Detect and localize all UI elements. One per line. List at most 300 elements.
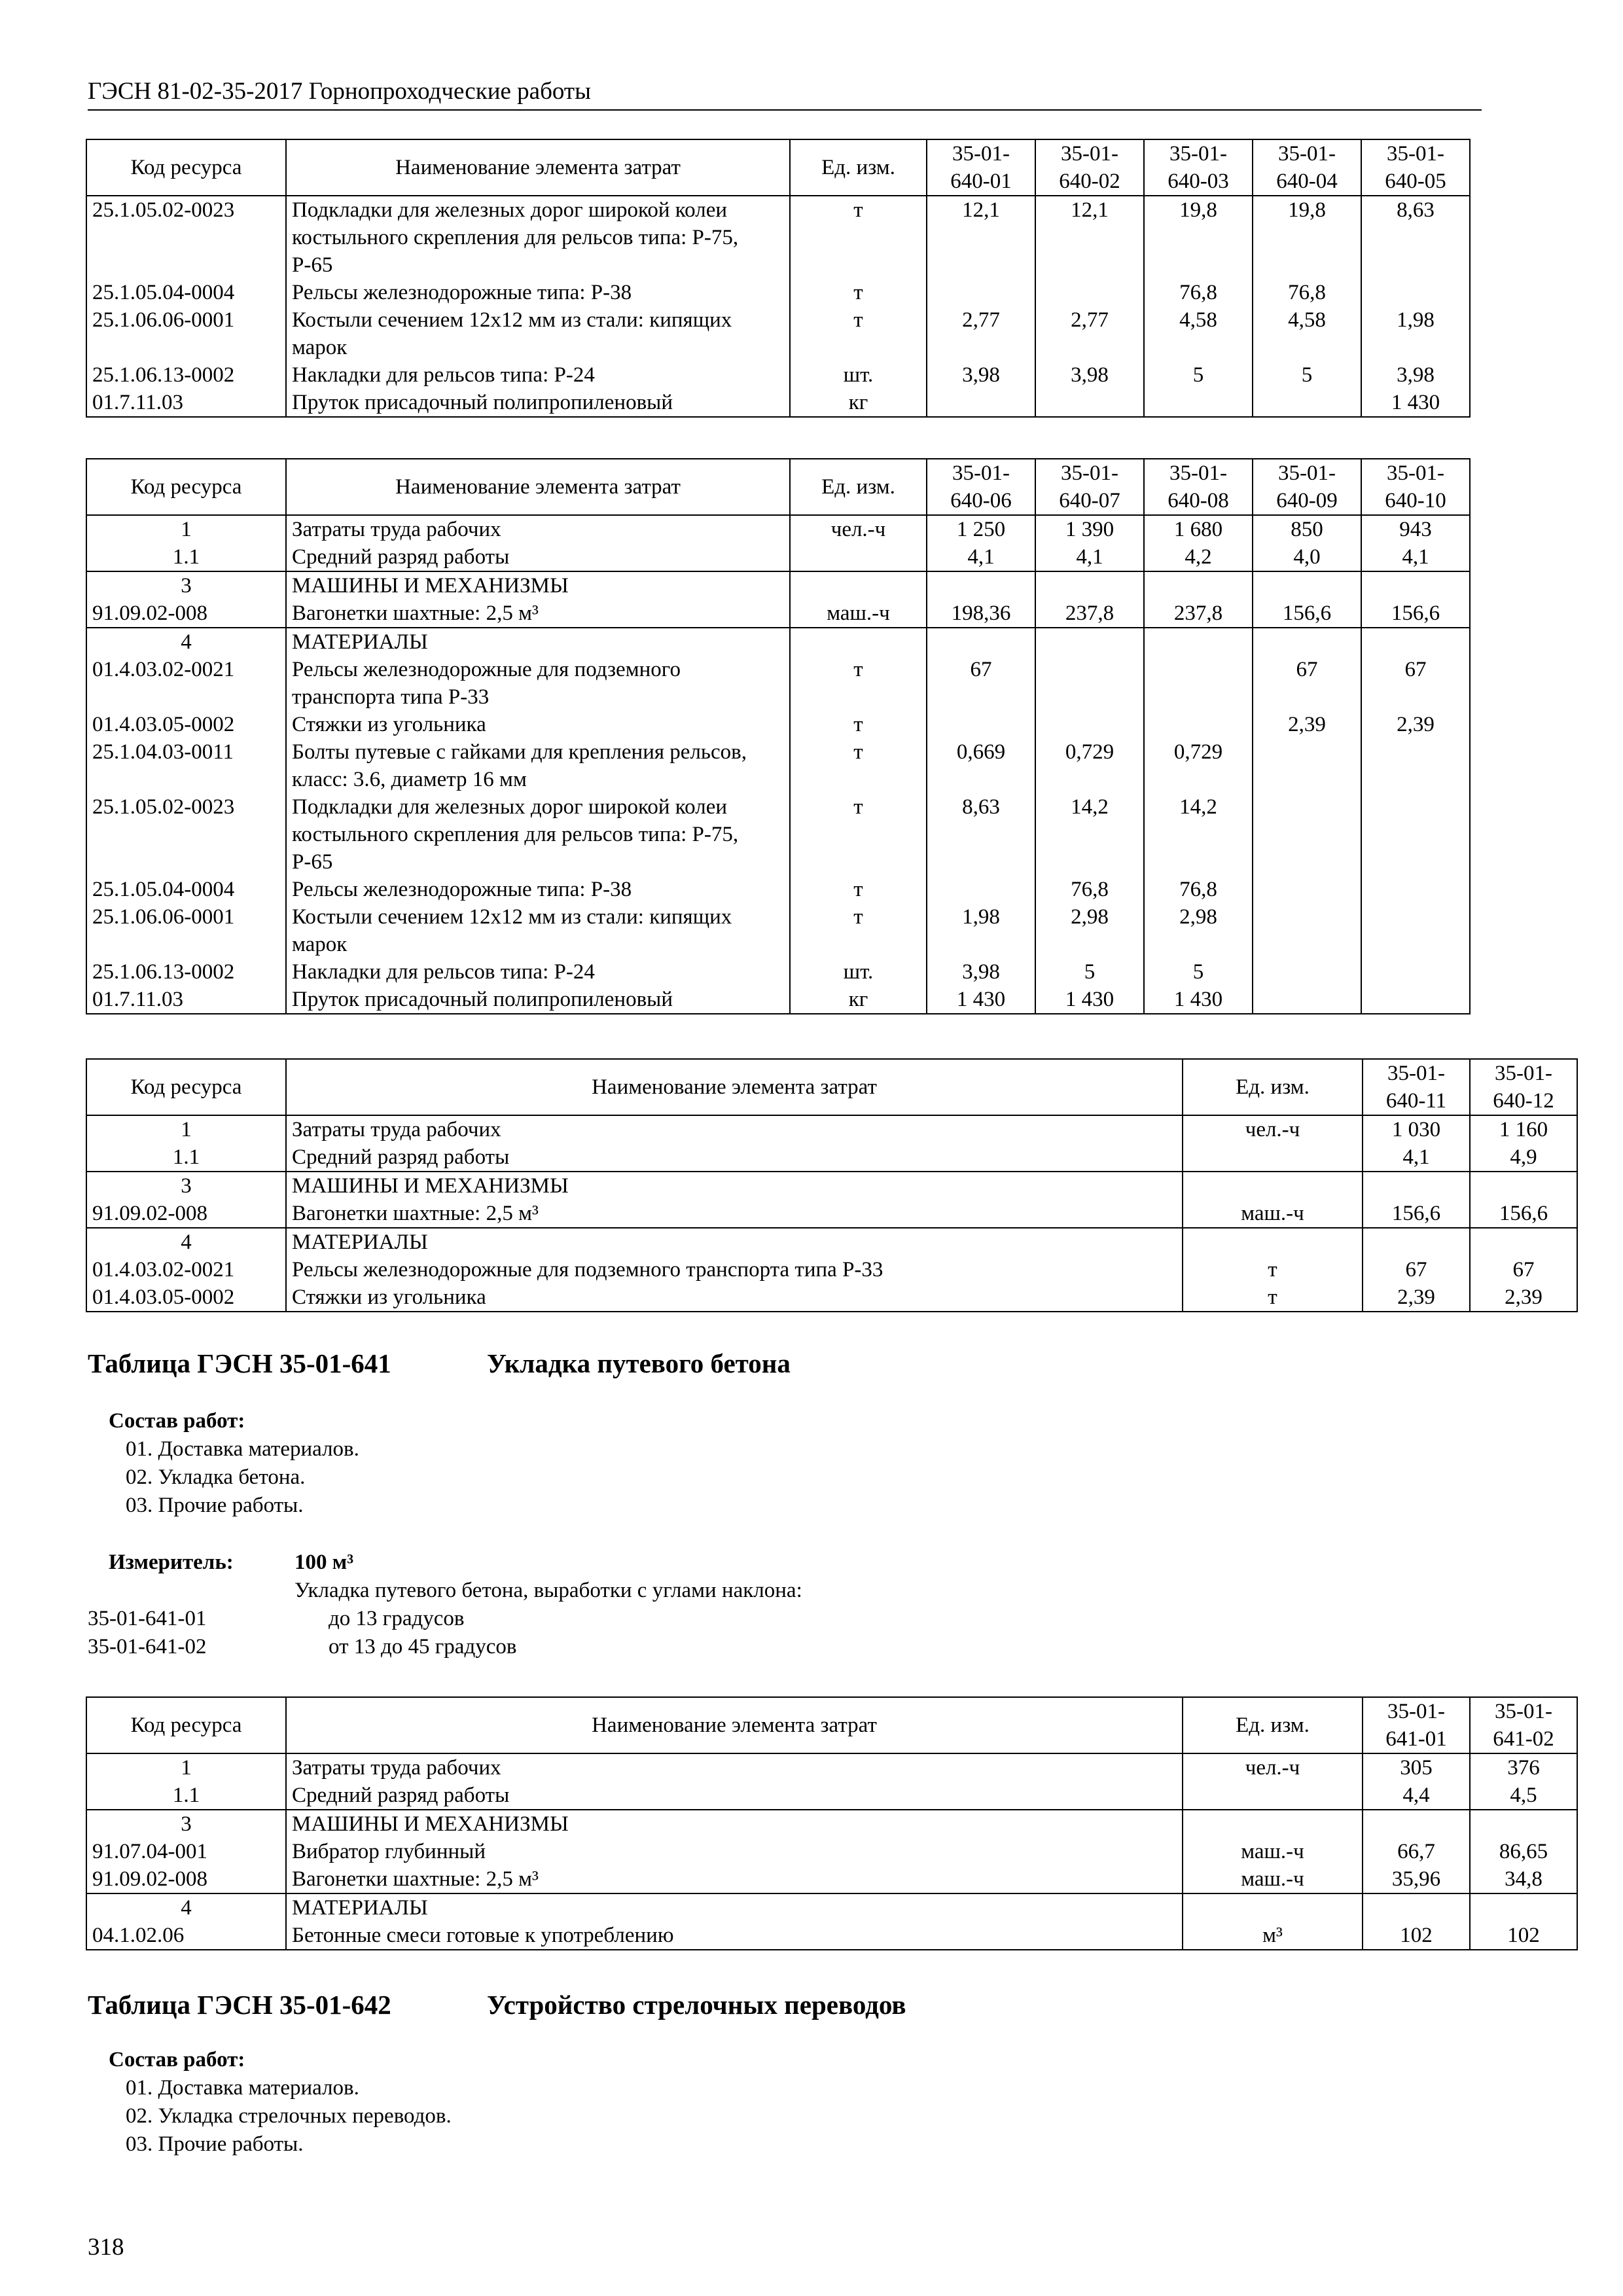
norm-value [1361,876,1470,903]
unit-of-measure: т [790,196,927,279]
table-row [86,600,1470,628]
cost-element-name: Костыли сечением 12х12 мм из стали: кипящих марок [286,903,790,958]
resource-code: 01.4.03.02-0021 [86,656,286,711]
column-header: 35-01- 640-12 [1470,1059,1577,1115]
table-header-row [86,139,1470,196]
column-header: Код ресурса [86,1697,286,1753]
resource-code: 3 [86,1172,286,1200]
norm-value [927,571,1035,600]
cost-element-name: МАТЕРИАЛЫ [286,628,790,656]
norm-value [1144,656,1253,711]
column-header: Код ресурса [86,1059,286,1115]
resource-code: 25.1.05.04-0004 [86,876,286,903]
unit-of-measure: чел.-ч [1183,1115,1363,1143]
norm-value: 3,98 [927,361,1035,389]
table-row [86,1228,1577,1256]
composition-item: 03. Прочие работы. [126,1494,304,1517]
table-header-row [86,1059,1577,1115]
cost-element-name: Средний разряд работы [286,1143,1183,1172]
norm-value: 198,36 [927,600,1035,628]
table-row [86,793,1470,876]
table-row [86,876,1470,903]
norm-value: 5 [1253,361,1361,389]
variant-code: 35-01-641-02 [88,1635,207,1659]
column-header: 35-01- 640-08 [1144,459,1253,515]
resource-code: 01.7.11.03 [86,986,286,1014]
norm-value [1144,571,1253,600]
resource-code: 91.07.04-001 [86,1838,286,1865]
column-header: 35-01- 640-02 [1035,139,1144,196]
column-header: Наименование элемента затрат [286,139,790,196]
norm-value: 102 [1363,1922,1470,1950]
unit-of-measure: т [790,876,927,903]
norm-value: 1,98 [927,903,1035,958]
column-header: 35-01- 640-01 [927,139,1035,196]
table-row [86,711,1470,738]
meter-label: Измеритель: [109,1551,234,1574]
norm-value [1253,903,1361,958]
column-header: 35-01- 640-09 [1253,459,1361,515]
norm-value: 1 250 [927,515,1035,543]
variant-text: от 13 до 45 градусов [329,1635,517,1659]
cost-element-name: Вагонетки шахтные: 2,5 м³ [286,1865,1183,1893]
norm-value: 76,8 [1253,279,1361,306]
composition-item: 01. Доставка материалов. [126,2076,359,2100]
norm-value: 4,2 [1144,543,1253,571]
unit-of-measure [790,628,927,656]
resource-code: 1 [86,515,286,543]
column-header: Наименование элемента затрат [286,459,790,515]
section-title-641 [88,1347,791,1380]
norm-value: 237,8 [1144,600,1253,628]
norm-value [1253,958,1361,986]
norm-value [927,711,1035,738]
cost-element-name: Пруток присадочный полипропиленовый [286,986,790,1014]
table-row [86,1810,1577,1838]
norm-value: 19,8 [1253,196,1361,279]
cost-element-name: Рельсы железнодорожные типа: Р-38 [286,876,790,903]
norm-value [1470,1172,1577,1200]
column-header: Наименование элемента затрат [286,1059,1183,1115]
norm-value: 3,98 [927,958,1035,986]
table-row [86,1256,1577,1283]
norm-value: 34,8 [1470,1865,1577,1893]
cost-element-name: Рельсы железнодорожные типа: Р-38 [286,279,790,306]
meter-description: Укладка путевого бетона, выработки с углами наклона: [294,1579,802,1602]
unit-of-measure [1183,1228,1363,1256]
resource-code: 3 [86,571,286,600]
norm-value: 66,7 [1363,1838,1470,1865]
composition-label: Состав работ: [109,1409,245,1433]
unit-of-measure: т [790,793,927,876]
norm-value [1363,1172,1470,1200]
section-title-code: Таблица ГЭСН 35-01-641 [88,1348,391,1378]
norm-value: 2,77 [927,306,1035,361]
norm-value: 0,669 [927,738,1035,793]
norm-value [1253,793,1361,876]
table-row [86,1865,1577,1893]
norm-value: 102 [1470,1922,1577,1950]
column-header: Наименование элемента затрат [286,1697,1183,1753]
column-header: 35-01- 640-04 [1253,139,1361,196]
composition-item: 01. Доставка материалов. [126,1437,359,1461]
table-row [86,279,1470,306]
norm-value [1253,986,1361,1014]
column-header: Код ресурса [86,139,286,196]
norm-value: 4,1 [1035,543,1144,571]
resource-code: 01.4.03.02-0021 [86,1256,286,1283]
norm-value: 8,63 [927,793,1035,876]
resource-code: 4 [86,1228,286,1256]
page-number: 318 [88,2234,124,2261]
table-header-row [86,459,1470,515]
table-header-row [86,1697,1577,1753]
resource-code: 91.09.02-008 [86,600,286,628]
norm-value [1361,793,1470,876]
unit-of-measure: т [790,656,927,711]
unit-of-measure: маш.-ч [1183,1865,1363,1893]
norm-value [1470,1893,1577,1922]
resource-code: 91.09.02-008 [86,1200,286,1228]
norm-value: 4,5 [1470,1782,1577,1810]
norm-value: 5 [1144,361,1253,389]
composition-item: 02. Укладка стрелочных переводов. [126,2104,452,2128]
unit-of-measure: шт. [790,958,927,986]
section-title-code: Таблица ГЭСН 35-01-642 [88,1990,391,2020]
norm-value: 12,1 [1035,196,1144,279]
norm-value [1035,571,1144,600]
table-row [86,1893,1577,1922]
cost-element-name: МАШИНЫ И МЕХАНИЗМЫ [286,1810,1183,1838]
cost-element-name: Стяжки из угольника [286,711,790,738]
cost-element-name: МАТЕРИАЛЫ [286,1228,1183,1256]
variant-text: до 13 градусов [329,1607,465,1630]
norm-value [1035,628,1144,656]
norm-value: 850 [1253,515,1361,543]
cost-element-name: Затраты труда рабочих [286,1115,1183,1143]
norm-value [1144,628,1253,656]
norm-value: 67 [1363,1256,1470,1283]
column-header: 35-01- 640-07 [1035,459,1144,515]
norm-value: 1 430 [927,986,1035,1014]
table-row [86,515,1470,543]
column-header: Ед. изм. [1183,1697,1363,1753]
cost-element-name: Стяжки из угольника [286,1283,1183,1312]
norm-value [1363,1810,1470,1838]
unit-of-measure: кг [790,389,927,417]
cost-element-name: Вагонетки шахтные: 2,5 м³ [286,1200,1183,1228]
table-row [86,1172,1577,1200]
norm-value: 76,8 [1144,876,1253,903]
resource-code: 25.1.05.04-0004 [86,279,286,306]
resource-code: 01.4.03.05-0002 [86,1283,286,1312]
table-row [86,1115,1577,1143]
norm-value [1035,389,1144,417]
resource-code: 4 [86,1893,286,1922]
resource-code: 1.1 [86,543,286,571]
table-row [86,1782,1577,1810]
resource-table-640-01-05 [86,139,1471,418]
cost-element-name: Накладки для рельсов типа: Р-24 [286,958,790,986]
unit-of-measure: т [790,306,927,361]
resource-code: 25.1.06.13-0002 [86,361,286,389]
cost-element-name: Рельсы железнодорожные для подземного транспорта типа Р-33 [286,1256,1183,1283]
section-title-642 [88,1988,906,2021]
resource-code: 1 [86,1753,286,1782]
norm-value: 943 [1361,515,1470,543]
norm-value: 5 [1035,958,1144,986]
norm-value: 4,58 [1144,306,1253,361]
unit-of-measure [1183,1810,1363,1838]
table-row [86,196,1470,279]
resource-code: 25.1.05.02-0023 [86,196,286,279]
composition-item: 02. Укладка бетона. [126,1465,306,1489]
norm-value: 4,1 [927,543,1035,571]
norm-value [1144,711,1253,738]
norm-value: 2,77 [1035,306,1144,361]
cost-element-name: Подкладки для железных дорог широкой колеи костыльного скрепления для рельсов типа: Р-75, Р-65 [286,793,790,876]
norm-value: 237,8 [1035,600,1144,628]
norm-value: 2,98 [1144,903,1253,958]
column-header: 35-01- 640-11 [1363,1059,1470,1115]
norm-value: 156,6 [1361,600,1470,628]
norm-value: 4,0 [1253,543,1361,571]
norm-value: 67 [1361,656,1470,711]
norm-value [1470,1228,1577,1256]
table-row [86,738,1470,793]
column-header: 35-01- 640-10 [1361,459,1470,515]
norm-value: 76,8 [1144,279,1253,306]
norm-value [1253,876,1361,903]
table-row [86,1922,1577,1950]
unit-of-measure [790,571,927,600]
table-row [86,656,1470,711]
norm-value [1144,389,1253,417]
norm-value [1470,1810,1577,1838]
norm-value: 67 [1253,656,1361,711]
norm-value [927,279,1035,306]
resource-code: 25.1.06.06-0001 [86,306,286,361]
norm-value: 376 [1470,1753,1577,1782]
resource-code: 25.1.06.06-0001 [86,903,286,958]
cost-element-name: Болты путевые с гайками для крепления рельсов, класс: 3.6, диаметр 16 мм [286,738,790,793]
norm-value: 14,2 [1144,793,1253,876]
unit-of-measure: т [790,903,927,958]
resource-code: 91.09.02-008 [86,1865,286,1893]
resource-table-640-06-10 [86,458,1471,1014]
table-row [86,389,1470,417]
cost-element-name: Вибратор глубинный [286,1838,1183,1865]
unit-of-measure [790,543,927,571]
norm-value: 4,1 [1363,1143,1470,1172]
norm-value: 4,58 [1253,306,1361,361]
norm-value [927,628,1035,656]
resource-code: 25.1.05.02-0023 [86,793,286,876]
norm-value [1361,903,1470,958]
norm-value [1361,628,1470,656]
composition-label: Состав работ: [109,2048,245,2072]
norm-value: 2,39 [1470,1283,1577,1312]
norm-value [927,389,1035,417]
norm-value: 5 [1144,958,1253,986]
unit-of-measure [1183,1143,1363,1172]
table-row [86,903,1470,958]
table-row [86,1200,1577,1228]
work-composition-642 [109,2046,894,2159]
norm-value: 4,4 [1363,1782,1470,1810]
norm-value [1253,738,1361,793]
unit-of-measure: шт. [790,361,927,389]
running-header: ГЭСН 81-02-35-2017 Горнопроходческие работы [88,77,1482,111]
norm-value: 3,98 [1035,361,1144,389]
norm-value: 2,39 [1361,711,1470,738]
norm-value: 19,8 [1144,196,1253,279]
work-composition-641 [109,1407,894,1520]
cost-element-name: Затраты труда рабочих [286,515,790,543]
norm-value: 2,39 [1363,1283,1470,1312]
table-row [86,1143,1577,1172]
norm-value [1253,571,1361,600]
resource-code: 1 [86,1115,286,1143]
table-row [86,958,1470,986]
norm-value [1363,1893,1470,1922]
table-row [86,571,1470,600]
norm-value [1253,628,1361,656]
norm-value [927,876,1035,903]
unit-of-measure: маш.-ч [790,600,927,628]
unit-of-measure: т [790,711,927,738]
cost-element-name: Средний разряд работы [286,1782,1183,1810]
cost-element-name: Подкладки для железных дорог широкой колеи костыльного скрепления для рельсов типа: Р-75, Р-65 [286,196,790,279]
norm-value: 12,1 [927,196,1035,279]
unit-of-measure: т [1183,1283,1363,1312]
norm-value: 1 680 [1144,515,1253,543]
cost-element-name: Бетонные смеси готовые к употреблению [286,1922,1183,1950]
unit-of-measure: чел.-ч [1183,1753,1363,1782]
cost-element-name: Рельсы железнодорожные для подземного транспорта типа Р-33 [286,656,790,711]
column-header: 35-01- 640-03 [1144,139,1253,196]
cost-element-name: МАШИНЫ И МЕХАНИЗМЫ [286,571,790,600]
norm-value [1035,711,1144,738]
unit-of-measure: чел.-ч [790,515,927,543]
resource-code: 04.1.02.06 [86,1922,286,1950]
norm-value [1363,1228,1470,1256]
cost-element-name: МАШИНЫ И МЕХАНИЗМЫ [286,1172,1183,1200]
norm-value: 35,96 [1363,1865,1470,1893]
norm-value: 1 160 [1470,1115,1577,1143]
norm-value: 305 [1363,1753,1470,1782]
norm-value: 2,39 [1253,711,1361,738]
column-header: 35-01- 641-01 [1363,1697,1470,1753]
resource-code: 3 [86,1810,286,1838]
resource-code: 01.4.03.05-0002 [86,711,286,738]
norm-value [1361,986,1470,1014]
resource-code: 25.1.04.03-0011 [86,738,286,793]
norm-value: 0,729 [1035,738,1144,793]
column-header: Ед. изм. [1183,1059,1363,1115]
table-row [86,361,1470,389]
norm-value: 4,1 [1361,543,1470,571]
table-row [86,306,1470,361]
norm-value: 156,6 [1470,1200,1577,1228]
cost-element-name: Вагонетки шахтные: 2,5 м³ [286,600,790,628]
norm-value: 156,6 [1253,600,1361,628]
table-row [86,1283,1577,1312]
meter-value: 100 м³ [294,1551,354,1574]
norm-value: 14,2 [1035,793,1144,876]
norm-value: 1 430 [1361,389,1470,417]
column-header: 35-01- 640-06 [927,459,1035,515]
norm-value: 76,8 [1035,876,1144,903]
cost-element-name: Пруток присадочный полипропиленовый [286,389,790,417]
unit-of-measure [1183,1172,1363,1200]
resource-code: 1.1 [86,1143,286,1172]
norm-value [1361,571,1470,600]
norm-value: 1 430 [1035,986,1144,1014]
norm-value [1361,958,1470,986]
norm-value: 4,9 [1470,1143,1577,1172]
norm-value [1361,279,1470,306]
resource-code: 01.7.11.03 [86,389,286,417]
cost-element-name: Костыли сечением 12х12 мм из стали: кипящих марок [286,306,790,361]
unit-of-measure: кг [790,986,927,1014]
cost-element-name: Средний разряд работы [286,543,790,571]
unit-of-measure: т [790,738,927,793]
column-header: Ед. изм. [790,459,927,515]
unit-of-measure: м³ [1183,1922,1363,1950]
unit-of-measure: маш.-ч [1183,1200,1363,1228]
norm-value: 86,65 [1470,1838,1577,1865]
resource-code: 4 [86,628,286,656]
norm-value [1035,656,1144,711]
resource-code: 25.1.06.13-0002 [86,958,286,986]
norm-value [1361,738,1470,793]
column-header: Код ресурса [86,459,286,515]
norm-value: 1 430 [1144,986,1253,1014]
resource-table-641 [86,1696,1578,1950]
norm-value: 67 [927,656,1035,711]
norm-value: 67 [1470,1256,1577,1283]
column-header: 35-01- 640-05 [1361,139,1470,196]
unit-of-measure: т [1183,1256,1363,1283]
meter-block-641 [88,1549,1004,1661]
column-header: Ед. изм. [790,139,927,196]
table-row [86,986,1470,1014]
table-row [86,628,1470,656]
resource-table-640-11-12 [86,1058,1578,1312]
norm-value: 0,729 [1144,738,1253,793]
norm-value: 1,98 [1361,306,1470,361]
variant-code: 35-01-641-01 [88,1607,207,1630]
unit-of-measure [1183,1782,1363,1810]
norm-value: 8,63 [1361,196,1470,279]
cost-element-name: Накладки для рельсов типа: Р-24 [286,361,790,389]
table-row [86,543,1470,571]
cost-element-name: Затраты труда рабочих [286,1753,1183,1782]
norm-value: 3,98 [1361,361,1470,389]
composition-item: 03. Прочие работы. [126,2132,304,2156]
section-title-name: Устройство стрелочных переводов [487,1990,906,2020]
cost-element-name: МАТЕРИАЛЫ [286,1893,1183,1922]
norm-value: 1 390 [1035,515,1144,543]
norm-value: 1 030 [1363,1115,1470,1143]
norm-value: 156,6 [1363,1200,1470,1228]
section-title-name: Укладка путевого бетона [487,1348,791,1378]
table-row [86,1753,1577,1782]
table-row [86,1838,1577,1865]
column-header: 35-01- 641-02 [1470,1697,1577,1753]
unit-of-measure: т [790,279,927,306]
